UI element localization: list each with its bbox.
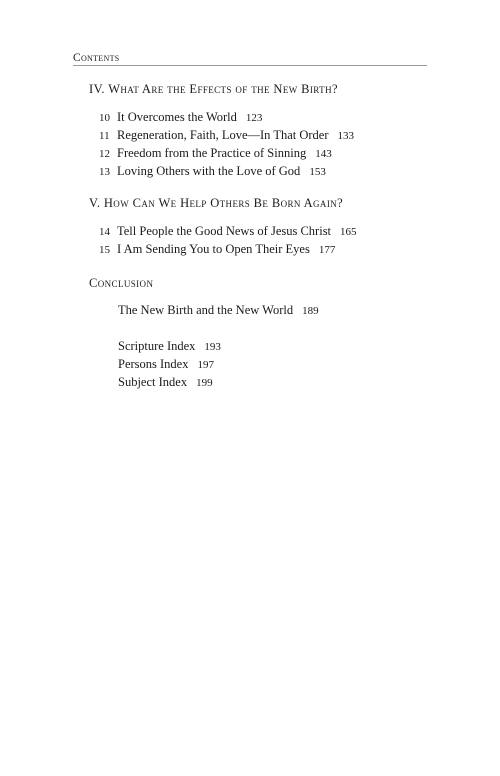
chapter-number: 14 [99, 226, 110, 238]
chapter-title: Regeneration, Faith, Love—In That Order [117, 128, 329, 142]
running-header [73, 50, 427, 68]
chapter-number: 13 [99, 166, 110, 178]
chapter-title: Freedom from the Practice of Sinning [117, 146, 307, 160]
chapter-number: 15 [99, 244, 110, 256]
toc-entry [99, 164, 326, 179]
header-rule [73, 65, 427, 66]
running-header-label: Contents [73, 52, 120, 64]
page-number: 199 [196, 377, 213, 389]
page-number: 153 [309, 166, 326, 178]
part-heading: IV. What Are the Effects of the New Birth? [89, 82, 338, 96]
chapter-title: It Overcomes the World [117, 110, 237, 124]
page-number: 189 [302, 305, 319, 317]
toc-entry [99, 224, 357, 239]
index-title: Scripture Index [118, 339, 196, 353]
chapter-number: 10 [99, 112, 110, 124]
toc-entry [118, 303, 319, 318]
chapter-title: Tell People the Good News of Jesus Christ [117, 224, 332, 238]
conclusion-heading: Conclusion [89, 276, 154, 290]
toc-entry [99, 110, 262, 125]
page-number: 133 [337, 130, 355, 142]
page-number: 177 [318, 244, 336, 256]
chapter-number: 12 [99, 148, 110, 160]
index-title: Persons Index [118, 357, 189, 371]
toc-entry [99, 146, 332, 161]
index-entry [118, 375, 213, 390]
page-number: 143 [315, 148, 332, 160]
chapter-title: I Am Sending You to Open Their Eyes [117, 242, 310, 256]
page-number: 165 [340, 226, 357, 238]
toc-entry [99, 242, 335, 257]
index-entry [118, 339, 221, 354]
toc-entry [99, 128, 354, 143]
chapter-number: 11 [99, 130, 110, 142]
page-number: 197 [197, 359, 214, 371]
page-number: 123 [245, 112, 263, 124]
part-heading: V. How Can We Help Others Be Born Again? [89, 196, 344, 210]
conclusion-title: The New Birth and the New World [118, 303, 294, 317]
index-entry [118, 357, 214, 372]
chapter-title: Loving Others with the Love of God [117, 164, 301, 178]
page-number: 193 [204, 341, 221, 353]
index-title: Subject Index [118, 375, 188, 389]
